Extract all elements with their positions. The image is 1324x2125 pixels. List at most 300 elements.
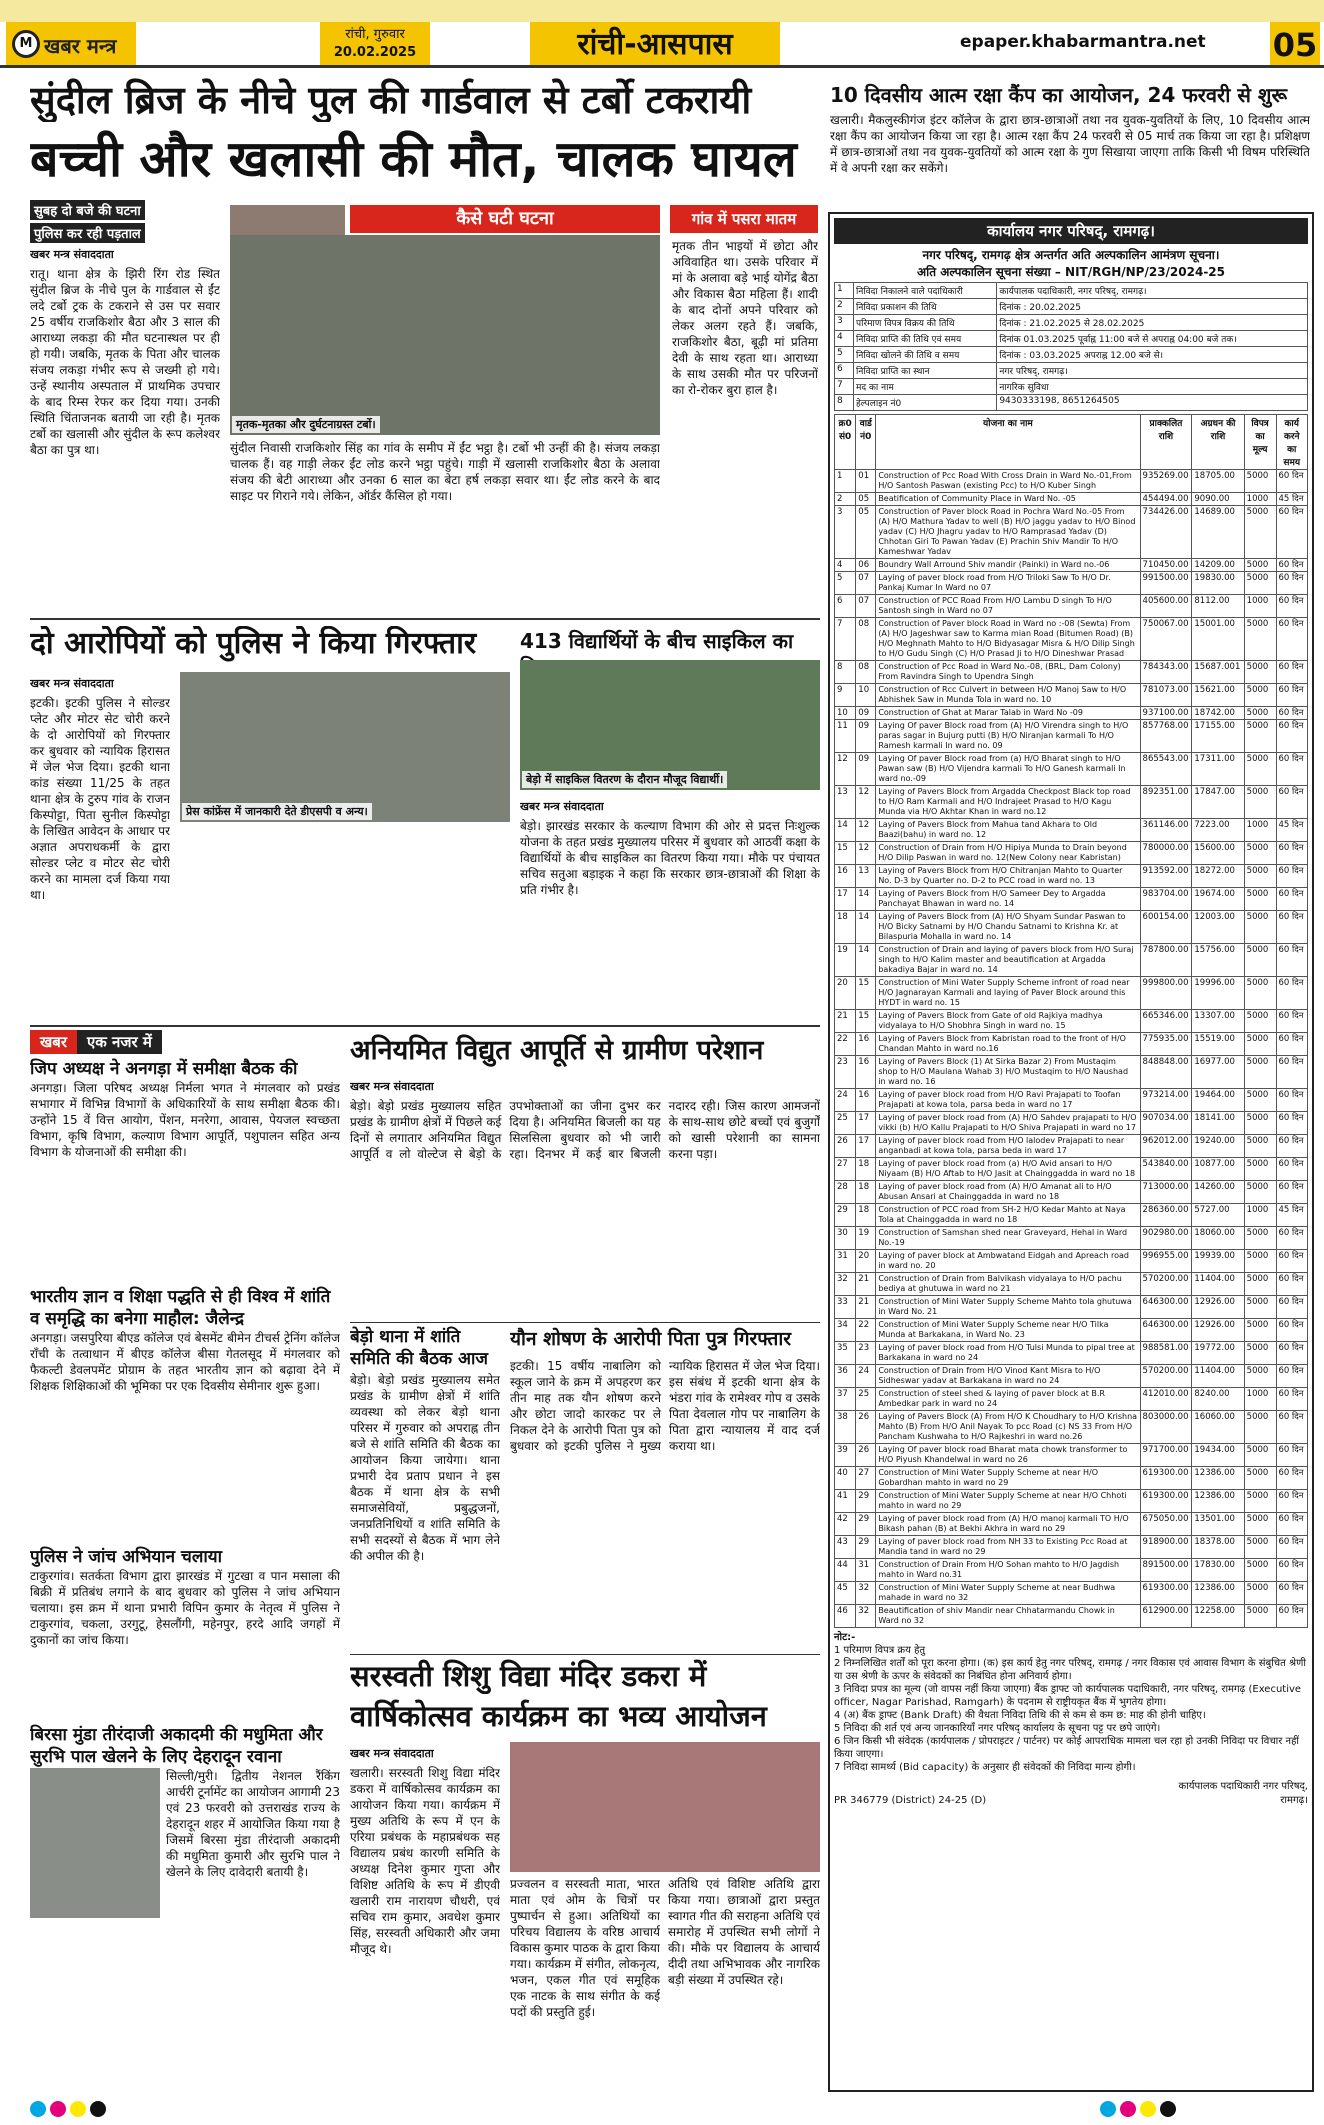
table-row xyxy=(835,559,1308,572)
notice-info-cell: दिनांक : 20.02.2025 xyxy=(997,299,1308,315)
table-cell: 44 xyxy=(835,1559,856,1582)
table-row xyxy=(835,493,1308,506)
table-cell: 15687.001 xyxy=(1192,661,1244,684)
table-cell: 999800.00 xyxy=(1140,977,1192,1010)
notice-info-cell: दिनांक : 03.03.2025 अपराह्न 12.00 बजे से। xyxy=(997,347,1308,363)
table-row xyxy=(835,1582,1308,1605)
table-cell: Construction of Pcc Road With Cross Drain in Ward No.-01,From H/O Santosh Paswan (existing Pcc) to H/O Kuber Singh xyxy=(876,470,1140,493)
table-cell: 09 xyxy=(856,753,876,786)
table-cell: 28 xyxy=(835,1181,856,1204)
table-cell: 60 दिन xyxy=(1276,1490,1308,1513)
table-cell: 935269.00 xyxy=(1140,470,1192,493)
table-cell: 05 xyxy=(856,493,876,506)
table-cell: 30 xyxy=(835,1227,856,1250)
table-cell: Laying of paver block road from (A) H/O Amanat ali to H/O Abusan Ansari at Chainggadda in ward no 18 xyxy=(876,1181,1140,1204)
table-cell: Construction of steel shed & laying of paver block at B.R Ambedkar park in ward no 24 xyxy=(876,1388,1140,1411)
table-cell: 60 दिन xyxy=(1276,707,1308,720)
signature: कार्यपालक पदाधिकारी नगर परिषद्, रामगढ़। xyxy=(1178,1781,1308,1806)
table-cell: 19 xyxy=(856,1227,876,1250)
table-cell: 734426.00 xyxy=(1140,506,1192,559)
table-cell: 991500.00 xyxy=(1140,572,1192,595)
nazar-item-title: बिरसा मुंडा तीरंदाजी अकादमी की मधुमिता और सुरभि पाल खेलने के लिए देहरादून रवाना xyxy=(30,1725,323,1767)
table-cell: 21 xyxy=(856,1273,876,1296)
table-cell: 803000.00 xyxy=(1140,1411,1192,1444)
table-cell: Laying of paver block road from (a) H/O Avid ansari to H/O Niyaam (B) H/O Aftab to H/O Jasit at Chainggadda in ward no 18 xyxy=(876,1158,1140,1181)
nazar-item-body: अनगड़ा। जसपुरिया बीएड कॉलेज एवं बेसमेंट बीमेन टीचर्स ट्रेनिंग कॉलेज राँची के तत्वाधान में बीएड कॉलेज बीसा गेतलसूद में मंगलवार को फैकल्टी डेवलपमेंट प्रोग्राम के तहत भारतीय ज्ञान को बढ़ावा देने में शिक्षक शिक्षिकाओं की भूमिका पर एक दिवसीय सेमीनार शुरू हुआ। xyxy=(30,1331,340,1393)
notice-info-cell: कार्यपालक पदाधिकारी, नगर परिषद्, रामगढ़। xyxy=(997,283,1308,299)
notes-list xyxy=(834,1644,1308,1774)
nazar-label: खबर xyxy=(30,1030,77,1054)
story7-body: खलारी। सरस्वती शिशु विद्या मंदिर डकरा में वार्षिकोत्सव कार्यक्रम का आयोजन किया गया। कार्यक्रम में मुख्य अतिथि के रूप में एन के एरिया प्रबंधक के महाप्रबंधक सह विद्यालय प्रबंध कारणी समिति के अध्यक्ष दिनेश कुमार गुप्ता और विशिष्ट अतिथि के रूप में डीएवी खलारी राम नारायण चौधरी, एवं सचिव राम कुमार, अवधेश कुमार सिंह, सरस्वती अधिकारी और जमा मौजूद थे। xyxy=(350,1766,500,1956)
table-cell: 7223.00 xyxy=(1192,819,1244,842)
story4-headline: अनियमित विद्युत आपूर्ति से ग्रामीण परेशान xyxy=(350,1035,764,1066)
notes-title: नोट:- xyxy=(834,1632,856,1643)
nazar-item-title: जिप अध्यक्ष ने अनगड़ा में समीक्षा बैठक की xyxy=(30,1059,298,1079)
logo[interactable] xyxy=(6,22,136,68)
archery-photo xyxy=(30,1768,160,1918)
table-row xyxy=(835,977,1308,1010)
table-cell: 7 xyxy=(835,618,856,661)
table-row xyxy=(835,1033,1308,1056)
notice-info-cell: परिमाण विपत्र विक्रय की तिथि xyxy=(854,315,997,331)
table-cell: 23 xyxy=(835,1056,856,1089)
lead-headline-top: सुंदील ब्रिज के नीचे पुल की गार्डवाल से टर्बो टकरायी xyxy=(30,78,752,122)
table-cell: 5000 xyxy=(1244,753,1276,786)
table-cell: 38 xyxy=(835,1411,856,1444)
table-cell: 5000 xyxy=(1244,1158,1276,1181)
story2-text xyxy=(30,672,170,1022)
table-cell: Laying of Pavers Block from H/O Chitranjan Mahto to Quarter No. D-3 by Quarter no. D-2 to PCC road in ward no. 13 xyxy=(876,865,1140,888)
table-cell: Construction of Mini Water Supply Scheme at near H/O Gobardhan mahto in ward no 29 xyxy=(876,1467,1140,1490)
divider xyxy=(350,1322,820,1323)
story3-photo xyxy=(520,660,820,790)
table-cell: 60 दिन xyxy=(1276,720,1308,753)
nazar-item-title: भारतीय ज्ञान व शिक्षा पद्धति से ही विश्व में शांति व समृद्धि का बनेगा माहौल: जैलेन्द्र xyxy=(30,1287,331,1329)
table-cell: 14 xyxy=(856,888,876,911)
notice-works-table xyxy=(834,414,1308,1628)
story7-text xyxy=(350,1742,500,2092)
table-row xyxy=(835,786,1308,819)
table-cell: 60 दिन xyxy=(1276,1605,1308,1628)
table-cell: 60 दिन xyxy=(1276,1181,1308,1204)
selfdefense-body: खलारी। मैकलुस्कीगंज इंटर कॉलेज के द्वारा छात्र-छात्राओं तथा नव युवक-युवतियों के लिए, 10 दिवसीय आत्म रक्षा कैंप का आयोजन किया जा रहा है। आत्म रक्षा कैंप 24 फरवरी से 05 मार्च तक किया जा रहा है। प्रशिक्षण में छात्र-छात्राओं तथा नव युवक-युवतियों को आत्म रक्षा के गुण सिखाया जाएगा ताकि किसी भी विषम परिस्थिति में वे अपनी रक्षा कर सकेंगे। xyxy=(830,113,1310,175)
table-cell: Construction of Rcc Culvert in between H/O Manoj Saw to H/O Abhishek Saw in Munda Tola in ward no. 10 xyxy=(876,684,1140,707)
table-cell: 5000 xyxy=(1244,1273,1276,1296)
byline: खबर मन्त्र संवाददाता xyxy=(30,248,114,261)
table-cell: 5000 xyxy=(1244,1250,1276,1273)
lead-bullet: पुलिस कर रही पड़ताल xyxy=(30,223,145,243)
table-cell: 24 xyxy=(835,1089,856,1112)
table-cell: 19772.00 xyxy=(1192,1342,1244,1365)
table-cell: Construction of Ghat at Marar Talab in Ward No -09 xyxy=(876,707,1140,720)
notice-number: अति अल्पकालिन सूचना संख्या – NIT/RGH/NP/23/2024-25 xyxy=(916,265,1226,279)
table-cell: 902980.00 xyxy=(1140,1227,1192,1250)
table-cell: 5000 xyxy=(1244,684,1276,707)
table-cell: 848848.00 xyxy=(1140,1056,1192,1089)
column-header: विपत्र का मूल्य xyxy=(1244,415,1276,470)
table-row xyxy=(835,753,1308,786)
table-cell: 361146.00 xyxy=(1140,819,1192,842)
divider xyxy=(30,1025,820,1027)
table-cell: 286360.00 xyxy=(1140,1204,1192,1227)
table-cell: Laying of paver block road from (A) H/O Sahdev prajapati to H/O vikki (b) H/O Kallu Prajapati to H/O Shiva Prajapati in ward no 17 xyxy=(876,1112,1140,1135)
table-cell: 5000 xyxy=(1244,1444,1276,1467)
table-cell: 43 xyxy=(835,1536,856,1559)
table-row xyxy=(835,618,1308,661)
dateline xyxy=(320,22,430,68)
table-cell: Laying Of paver block road Bharat mata chowk transformer to H/O Piyush Khandelwal in ward no 26 xyxy=(876,1444,1140,1467)
story7-body-3: अतिथि एवं विशिष्ट अतिथि द्वारा किया गया। छात्राओं द्वारा प्रस्तुत स्वागत गीत की सराहना अतिथि एवं समारोह में उपस्थित सभी लोगों ने की। मौके पर विद्यालय के आचार्य दीदी तथा अभिभावक और नागरिक बड़ी संख्या में उपस्थित रहे। xyxy=(668,1877,820,1987)
table-cell: 15 xyxy=(835,842,856,865)
table-cell: 5000 xyxy=(1244,720,1276,753)
table-cell: 710450.00 xyxy=(1140,559,1192,572)
table-cell: 675050.00 xyxy=(1140,1513,1192,1536)
table-cell: 39 xyxy=(835,1444,856,1467)
table-cell: 14 xyxy=(835,819,856,842)
table-cell: 857768.00 xyxy=(1140,720,1192,753)
table-cell: 60 दिन xyxy=(1276,1467,1308,1490)
table-cell: Laying of Pavers Block from (A) H/O Shyam Sundar Paswan to H/O Bicky Satnami by H/O Chandu Satnami to Krishna Kr. at Bilaspuria Mohalla in ward no. 14 xyxy=(876,911,1140,944)
table-cell: 60 दिन xyxy=(1276,559,1308,572)
byline: खबर मन्त्र संवाददाता xyxy=(350,1080,434,1093)
byline: खबर मन्त्र संवाददाता xyxy=(350,1747,434,1760)
table-cell: 996955.00 xyxy=(1140,1250,1192,1273)
note-item: 1 परिमाण विपत्र क्रय हेतु xyxy=(834,1645,926,1656)
notice-info-row xyxy=(835,363,1308,379)
table-row xyxy=(835,1204,1308,1227)
table-cell: 60 दिन xyxy=(1276,944,1308,977)
story5-headline: बेड़ो थाना में शांति समिति की बैठक आज xyxy=(350,1327,488,1369)
table-cell: 18060.00 xyxy=(1192,1227,1244,1250)
table-cell: 31 xyxy=(856,1559,876,1582)
table-cell: Construction of Mini Water Supply Scheme Mahto tola ghutuwa in Ward No. 21 xyxy=(876,1296,1140,1319)
note-item: 5 निविदा की शर्त एवं अन्य जानकारियाँ नगर परिषद् कार्यालय के सूचना पट्ट पर छपे जाएंगे। xyxy=(834,1723,1161,1734)
table-cell: 5000 xyxy=(1244,506,1276,559)
notice-info-cell: मद का नाम xyxy=(854,379,997,395)
table-row xyxy=(835,888,1308,911)
table-cell: 20 xyxy=(835,977,856,1010)
table-cell: 5000 xyxy=(1244,1089,1276,1112)
table-cell: 892351.00 xyxy=(1140,786,1192,819)
table-cell: 32 xyxy=(835,1273,856,1296)
table-cell: Laying of paver block road from (A) H/O manoj karmali TO H/O Bikash pahan (B) at Bekhi Akhra in ward no 29 xyxy=(876,1513,1140,1536)
table-row xyxy=(835,1365,1308,1388)
table-cell: 10 xyxy=(856,684,876,707)
table-cell: 46 xyxy=(835,1605,856,1628)
table-cell: 60 दिन xyxy=(1276,977,1308,1010)
table-cell: 5000 xyxy=(1244,1559,1276,1582)
table-cell: 19464.00 xyxy=(1192,1089,1244,1112)
table-cell: 5000 xyxy=(1244,661,1276,684)
lead-body: रातू। थाना क्षेत्र के झिरी रिंग रोड स्थित सुंदील ब्रिज के नीचे पुल के गार्डवाल से ईंट लदे टर्बो ट्रक के टकराने से उस पर सवार 25 वर्षीय राजकिशोर बैठा और 3 साल की आराध्या लकड़ा की मौत घटनास्थल पर ही हो गयी। जबकि, मृतक के पिता और चालक संजय लकड़ा गंभीर रूप से जख्मी हो गये। उन्हें स्थानीय अस्पताल में प्राथमिक उपचार के बाद रिम्स रेफर कर दिया गया। उनकी स्थिति चिंताजनक बतायी जा रही है। मृतक टर्बो का खलासी और सुंदील के रूप कलेश्वर बैठा का पुत्र था। xyxy=(30,267,220,457)
table-cell: 405600.00 xyxy=(1140,595,1192,618)
table-cell: Construction of Mini Water Supply Scheme at near Budhwa mahade in ward no 32 xyxy=(876,1582,1140,1605)
table-cell: 5000 xyxy=(1244,470,1276,493)
table-row xyxy=(835,595,1308,618)
table-cell: 8 xyxy=(835,661,856,684)
table-cell: 1000 xyxy=(1244,1388,1276,1411)
table-cell: 12 xyxy=(835,753,856,786)
table-cell: 33 xyxy=(835,1296,856,1319)
table-cell: Construction of Drain from H/O Hipiya Munda to Drain beyond H/O Dilip Paswan in ward no. 12(New Colony near Kabristan) xyxy=(876,842,1140,865)
table-cell: 18 xyxy=(835,911,856,944)
table-row xyxy=(835,1490,1308,1513)
table-cell: 08 xyxy=(856,661,876,684)
note-item: 2 निम्नलिखित शर्तों को पूरा करना होगा। (क) इस कार्य हेतु नगर परिषद्, रामगढ़ / नगर विकास एवं आवास विभाग के संबुचित श्रेणी या उस श्रेणी के ऊपर के संवेदकों का निबंधित होना अनिवार्य होगा। xyxy=(834,1658,1306,1682)
page-number: 05 xyxy=(1270,22,1320,68)
table-cell: 5000 xyxy=(1244,1033,1276,1056)
table-cell: 60 दिन xyxy=(1276,1411,1308,1444)
table-cell: 8112.00 xyxy=(1192,595,1244,618)
table-cell: 5000 xyxy=(1244,786,1276,819)
table-cell: Laying of Pavers Block from Mahua tand Akhara to Old Baazi(bahu) in ward no. 12 xyxy=(876,819,1140,842)
section-title: रांची-आसपास xyxy=(530,22,780,68)
table-cell: 16 xyxy=(835,865,856,888)
table-cell: Construction of Mini Water Supply Scheme at near H/O Chhoti mahto in ward no 29 xyxy=(876,1490,1140,1513)
table-row xyxy=(835,819,1308,842)
logo-icon: M xyxy=(12,30,40,58)
table-cell: 60 दिन xyxy=(1276,1089,1308,1112)
table-cell: 780000.00 xyxy=(1140,842,1192,865)
table-cell: 5000 xyxy=(1244,1490,1276,1513)
notice-info-cell: नगर परिषद्, रामगढ़। xyxy=(997,363,1308,379)
table-cell: Construction of Samshan shed near Graveyard, Hehal in Ward No.-19 xyxy=(876,1227,1140,1250)
table-cell: Construction of Paver block Road in Ward no :-08 (Sewta) From (A) H/O Jageshwar saw to Karma mian Road (Bitumen Road) (B) H/O Meghnath Mahto to H/O Bidyasagar Misra & H/O Dilip Singh to H/O Gudu Singh (C) H/O Prasad Ji to H/O Dineshwar Prasad xyxy=(876,618,1140,661)
epaper-link[interactable]: epaper.khabarmantra.net xyxy=(960,32,1206,52)
table-cell: 5000 xyxy=(1244,572,1276,595)
table-cell: Construction of Drain from Balvikash vidyalaya to H/O pachu bediya at ghutuwa in ward no 21 xyxy=(876,1273,1140,1296)
table-cell: 14209.00 xyxy=(1192,559,1244,572)
table-cell: 11404.00 xyxy=(1192,1273,1244,1296)
table-row xyxy=(835,1513,1308,1536)
story4-body: बेड़ो। बेड़ो प्रखंड मुख्यालय सहित प्रखंड के ग्रामीण क्षेत्रों में पिछले कई दिनों से लगातार अनियमित विद्युत आपूर्ति व लो वोल्टेज से बेड़ो के उपभोक्ताओं का जीना दुभर कर दिया है। अनियमित बिजली का यह सिलसिला बुधवार को भी जारी रहा। दिनभर में कई बार बिजली नदारद रही। जिस कारण आमजनों के साथ-साथ छोटे बच्चों एवं बुजुर्गों को खासी परेशानी का सामना करना पड़ा। xyxy=(350,1099,820,1161)
table-cell: 60 दिन xyxy=(1276,888,1308,911)
notice-info-cell: 1 xyxy=(835,283,854,299)
table-cell: 29 xyxy=(856,1513,876,1536)
table-cell: 5000 xyxy=(1244,1010,1276,1033)
table-cell: 60 दिन xyxy=(1276,572,1308,595)
notice-info-cell: निविदा प्रकाशन की तिथि xyxy=(854,299,997,315)
table-cell: 60 दिन xyxy=(1276,1513,1308,1536)
table-cell: 973214.00 xyxy=(1140,1089,1192,1112)
table-cell: 32 xyxy=(856,1605,876,1628)
table-cell: 60 दिन xyxy=(1276,1158,1308,1181)
table-cell: 60 दिन xyxy=(1276,753,1308,786)
lead-headline-main: बच्ची और खलासी की मौत, चालक घायल xyxy=(30,130,797,188)
table-cell: 25 xyxy=(856,1388,876,1411)
notice-info-row xyxy=(835,331,1308,347)
table-cell: 13 xyxy=(856,865,876,888)
column-header: वार्ड नं0 xyxy=(856,415,876,470)
table-cell: 60 दिन xyxy=(1276,1342,1308,1365)
table-cell: 5000 xyxy=(1244,888,1276,911)
table-cell: 5000 xyxy=(1244,1467,1276,1490)
table-row xyxy=(835,506,1308,559)
table-cell: 12386.00 xyxy=(1192,1467,1244,1490)
table-cell: 5727.00 xyxy=(1192,1204,1244,1227)
notice-info-row xyxy=(835,395,1308,411)
table-cell: Construction of Mini Water Supply Scheme near H/O Tilka Munda at Barkakana, in Ward No. 23 xyxy=(876,1319,1140,1342)
table-cell: 612900.00 xyxy=(1140,1605,1192,1628)
notice-info-cell: 5 xyxy=(835,347,854,363)
table-cell: Laying of paver block road from H/O lalodev Prajapati to near anganbadi at kowa tola, parsa beda in ward 17 xyxy=(876,1135,1140,1158)
table-cell: 60 दिन xyxy=(1276,1112,1308,1135)
table-cell: Construction of Drain from H/O Vinod Kant Misra to H/O Sidheswar yadav at Barkakana in ward no 24 xyxy=(876,1365,1140,1388)
table-cell: 45 दिन xyxy=(1276,493,1308,506)
divider xyxy=(30,618,820,620)
notice-info-cell: 3 xyxy=(835,315,854,331)
table-cell: 619300.00 xyxy=(1140,1582,1192,1605)
table-cell: 45 दिन xyxy=(1276,819,1308,842)
column-header: कार्य करने का समय xyxy=(1276,415,1308,470)
table-cell: 26 xyxy=(835,1135,856,1158)
table-cell: 5000 xyxy=(1244,707,1276,720)
table-cell: Laying of paver block at Ambwatand Eidgah and Apreach road in ward no. 20 xyxy=(876,1250,1140,1273)
table-cell: 5000 xyxy=(1244,977,1276,1010)
table-cell: 18378.00 xyxy=(1192,1536,1244,1559)
registration-dots-right xyxy=(1100,2101,1300,2119)
table-row xyxy=(835,1296,1308,1319)
notice-info-cell: निविदा प्राप्ति का स्थान xyxy=(854,363,997,379)
table-cell: 21 xyxy=(835,1010,856,1033)
table-cell: 5000 xyxy=(1244,1181,1276,1204)
table-cell: 5000 xyxy=(1244,1056,1276,1089)
table-cell: 5 xyxy=(835,572,856,595)
notice-info-cell: निविदा प्राप्ति की तिथि एवं समय xyxy=(854,331,997,347)
table-row xyxy=(835,1605,1308,1628)
notice-info-cell: निविदा निकालने वाले पदाधिकारी xyxy=(854,283,997,299)
photo-caption: बेड़ो में साइकिल वितरण के दौरान मौजूद विद्यार्थी। xyxy=(522,771,727,788)
table-cell: 5000 xyxy=(1244,1513,1276,1536)
table-cell: 60 दिन xyxy=(1276,1444,1308,1467)
table-cell: 918900.00 xyxy=(1140,1536,1192,1559)
city-day: रांची, गुरुवार xyxy=(345,27,405,42)
table-cell: Boundry Wall Arround Shiv mandir (Painki) in Ward no.-06 xyxy=(876,559,1140,572)
table-cell: 2 xyxy=(835,493,856,506)
table-cell: Laying Of paver Block road from (a) H/O Bharat singh to H/O Pawan saw (B) H/O Vijendra karmali To H/O Ganesh karmali In ward no.-09 xyxy=(876,753,1140,786)
table-cell: Laying of Pavers Block (A) From H/O K Choudhary to H/O Krishna Mahto (B) From H/O Anil Nayak To pcc Road (c) NS 33 From H/O Pancham Kushwaha to H/O Rajkeshri in ward no.26 xyxy=(876,1411,1140,1444)
table-row xyxy=(835,1135,1308,1158)
lead-story-text xyxy=(30,200,220,615)
nazar-label-2: एक नजर में xyxy=(77,1030,162,1054)
table-cell: Laying of paver block road from H/O Ravi Prajapati to Toofan Prajapati at kowa tola, parsa beda in ward no 17 xyxy=(876,1089,1140,1112)
table-cell: 12258.00 xyxy=(1192,1605,1244,1628)
table-cell: 5000 xyxy=(1244,1365,1276,1388)
table-cell: 1000 xyxy=(1244,595,1276,618)
table-cell: 15519.00 xyxy=(1192,1033,1244,1056)
story7-headline-top: सरस्वती शिशु विद्या मंदिर डकरा में xyxy=(350,1659,707,1693)
table-row xyxy=(835,1056,1308,1089)
table-cell: 750067.00 xyxy=(1140,618,1192,661)
table-cell: 60 दिन xyxy=(1276,506,1308,559)
table-cell: 23 xyxy=(856,1342,876,1365)
nazar-item-body: सिल्ली/मुरी। द्वितीय नेशनल रैंकिंग आर्चरी टूर्नामेंट का आयोजन आगामी 23 एवं 23 फरवरी को उत्तराखंड राज्य के देहरादून शहर में आयोजित किया गया है जिसमें बिरसा मुंडा तीरंदाजी अकादमी की मधुमिता कुमारी और सुरभि पाल ने खेलने के लिए दावेदारी बतायी है। xyxy=(166,1769,340,1879)
table-cell: Laying of paver block road from NH 33 to Existing Pcc Road at Mandia tand in ward no 29 xyxy=(876,1536,1140,1559)
table-row xyxy=(835,944,1308,977)
table-cell: 1000 xyxy=(1244,1204,1276,1227)
table-cell: 12 xyxy=(856,819,876,842)
column-header: प्राक्कलित राशि xyxy=(1140,415,1192,470)
lead-photo-accident xyxy=(230,235,660,435)
notice-info-cell: हेल्पलाइन नं0 xyxy=(854,395,997,411)
table-cell: 12386.00 xyxy=(1192,1490,1244,1513)
note-item: 7 निविदा सामर्थ्य (Bid capacity) के अनुसार ही संवेदकों की निविदा मान्य होगी। xyxy=(834,1762,1136,1773)
note-item: 4 (अ) बैंक ड्राफ्ट (Bank Draft) की वैधता निविदा तिथि की से कम से कम छ: माह की होनी चाहिए। xyxy=(834,1710,1206,1721)
table-row xyxy=(835,1273,1308,1296)
how-it-happened-title: कैसे घटी घटना xyxy=(350,205,660,233)
story4-text xyxy=(350,1075,820,1320)
table-cell: 665346.00 xyxy=(1140,1010,1192,1033)
how-it-happened-body: सुंदील निवासी राजकिशोर सिंह का गांव के समीप में ईंट भट्ठा है। टर्बो भी उन्हीं की है। संजय लकड़ा चालक हैं। वह गाड़ी लेकर ईंट लोड करने भट्ठा पहुंचे। गाड़ी में खलासी राजकिशोर बैठा के अलावा संजय की बेटी आराध्या और उनका 6 साल का बेटा हर्ष लकड़ा सवार था। ईंट लोड करने के बाद साइट पर गिराने गये। लेकिन, ऑर्डर कैंसिल हो गया। xyxy=(230,441,660,503)
ek-nazar-column xyxy=(30,1030,340,2090)
table-cell: 17155.00 xyxy=(1192,720,1244,753)
table-cell: 27 xyxy=(856,1467,876,1490)
table-cell: Laying of Pavers Block (1) At Sirka Bazar 2) From Mustaqim shop to H/O Maulana Wahab 3) H/O Mustaqim to H/O Naushad in ward no. 16 xyxy=(876,1056,1140,1089)
table-cell: 988581.00 xyxy=(1140,1342,1192,1365)
table-cell: 24 xyxy=(856,1365,876,1388)
table-cell: 19 xyxy=(835,944,856,977)
table-cell: 60 दिन xyxy=(1276,1559,1308,1582)
village-mourning-title: गांव में पसरा मातम xyxy=(670,205,818,233)
table-cell: 60 दिन xyxy=(1276,1319,1308,1342)
story7-body-2: प्रज्वलन व सरस्वती माता, भारत माता एवं ओम के चित्रों पर पुष्पार्चन से हुआ। अतिथियों का परिचय विद्यालय के वरिष्ठ आचार्य विकास कुमार पाठक के द्वारा किया गया। कार्यक्रम में संगीत, लोकनृत्य, भजन, एकल गीत एवं समूहिक एक नाटक के साथ संगीत के कई पदों की प्रस्तुति हुई। xyxy=(510,1877,660,2019)
table-cell: 06 xyxy=(856,559,876,572)
table-cell: Beatification of Community Place in Ward No. -05 xyxy=(876,493,1140,506)
table-cell: 29 xyxy=(835,1204,856,1227)
table-cell: 971700.00 xyxy=(1140,1444,1192,1467)
table-cell: 05 xyxy=(856,506,876,559)
table-cell: 12003.00 xyxy=(1192,911,1244,944)
column-header: अग्रधन की राशि xyxy=(1192,415,1244,470)
table-cell: 36 xyxy=(835,1365,856,1388)
table-cell: 17847.00 xyxy=(1192,786,1244,819)
table-cell: 60 दिन xyxy=(1276,1033,1308,1056)
table-cell: 646300.00 xyxy=(1140,1319,1192,1342)
table-cell: 19434.00 xyxy=(1192,1444,1244,1467)
table-cell: 60 दिन xyxy=(1276,1250,1308,1273)
table-cell: Laying of paver block road from H/O Triloki Saw To H/O Dr. Pankaj Kumar In Ward no 07 xyxy=(876,572,1140,595)
table-cell: Construction of Pcc Road in Ward No.-08, (BRL, Dam Colony) From Ravindra Singh to Upendra Singh xyxy=(876,661,1140,684)
table-cell: 17 xyxy=(835,888,856,911)
table-cell: 713000.00 xyxy=(1140,1181,1192,1204)
notice-info-row xyxy=(835,315,1308,331)
table-cell: 5000 xyxy=(1244,1536,1276,1559)
table-cell: 5000 xyxy=(1244,1582,1276,1605)
notice-info-cell: नागरिक सुविधा xyxy=(997,379,1308,395)
notice-info-cell: दिनांक 01.03.2025 पूर्वाह्न 11:00 बजे से अपराह्न 04:00 बजे तक। xyxy=(997,331,1308,347)
table-cell: 01 xyxy=(856,470,876,493)
notice-info-cell: 2 xyxy=(835,299,854,315)
table-row xyxy=(835,1444,1308,1467)
story2-body: इटकी। इटकी पुलिस ने सोल्डर प्लेट और मोटर सेट चोरी करने के दो आरोपियों को गिरफ्तार कर बुधवार को न्यायिक हिरासत में जेल भेज दिया। इटकी थाना कांड संख्या 11/25 के तहत थाना क्षेत्र के टुरुप गांव के राजन किस्पोट्टा, पिता सुनील किस्पोट्टा के लिखित आवेदन के आधार पर अज्ञात अपराधकर्मी के द्वारा सोल्डर प्लेट व मोटर सेट चोरी करने का मामला दर्ज किया गया था। xyxy=(30,696,170,902)
date: 20.02.2025 xyxy=(333,45,417,60)
table-cell: 09 xyxy=(856,707,876,720)
table-cell: 15600.00 xyxy=(1192,842,1244,865)
table-cell: 1000 xyxy=(1244,819,1276,842)
story6-headline: यौन शोषण के आरोपी पिता पुत्र गिरफ्तार xyxy=(510,1328,792,1350)
table-cell: 5000 xyxy=(1244,1411,1276,1444)
story3-body: बेड़ो। झारखंड सरकार के कल्याण विभाग की ओर से प्रदत्त निःशुल्क योजना के तहत प्रखंड मुख्यालय परिसर में बुधवार को आठवीं कक्षा के विद्यार्थियों के बीच साइकिल का वितरण किया गया। मौके पर पंचायत सचिव सतुआ बड़ाइक ने कहा कि सरकार छात्र-छात्राओं की शिक्षा के प्रति गंभीर है। xyxy=(520,819,820,897)
table-cell: 60 दिन xyxy=(1276,911,1308,944)
nazar-item-body: अनगड़ा। जिला परिषद अध्यक्ष निर्मला भगत ने मंगलवार को प्रखंड सभागार में विभिन्न विभागों के अधिकारियों के साथ समीक्षा बैठक की। उन्होंने 15 वें वित्त आयोग, पेंशन, मनरेगा, आवास, पेयजल स्वच्छता विभाग, कृषि विभाग, कल्याण विभाग आपूर्ति, पशुपालन सहित अन्य विभाग के योजनाओं की समीक्षा की। xyxy=(30,1081,340,1159)
table-cell: 13 xyxy=(835,786,856,819)
table-cell: 784343.00 xyxy=(1140,661,1192,684)
byline: खबर मन्त्र संवाददाता xyxy=(30,677,114,690)
table-cell: 34 xyxy=(835,1319,856,1342)
table-cell: Laying of Pavers Block from H/O Sameer Dey to Argadda Panchayat Bhawan in ward no. 14 xyxy=(876,888,1140,911)
divider xyxy=(350,1654,820,1655)
table-cell: 21 xyxy=(856,1296,876,1319)
